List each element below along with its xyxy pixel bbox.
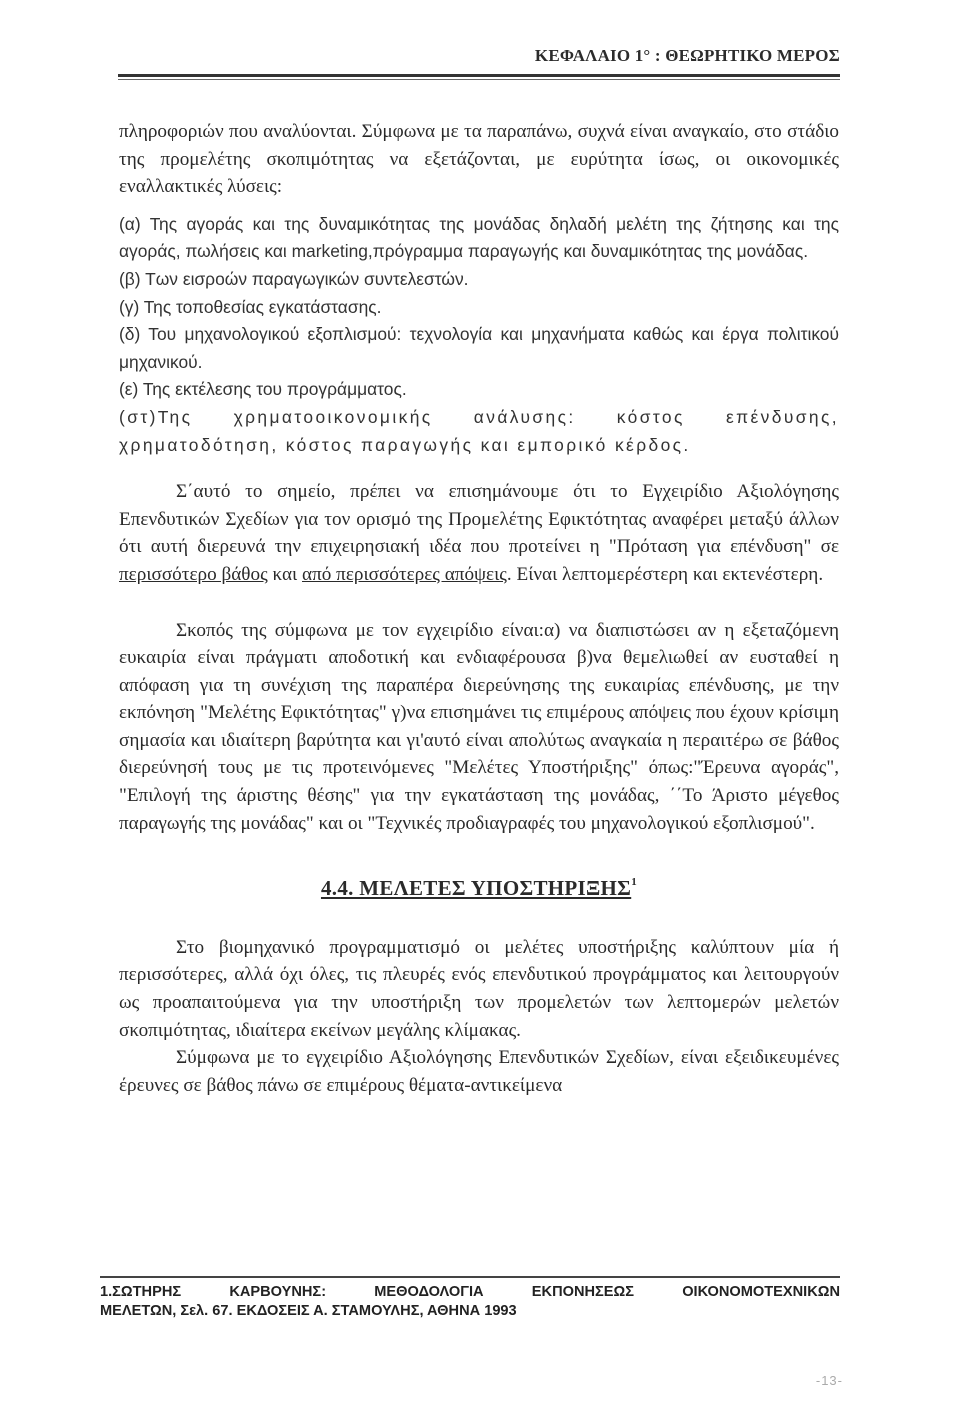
alternatives-list <box>119 211 839 459</box>
section-heading <box>119 869 839 903</box>
page-number: -13- <box>815 1373 843 1388</box>
industrial-paragraph: Στο βιομηχανικό προγραμματισμό οι μελέτες υποστήριξης καλύπτουν μία ή περισσότερες, αλλά όχι όλες, τις πλευρές ενός επενδυτικού προγράμματος και λειτουργούν ως προαπαιτούμενα για την υποστήριξη των προμελετών των λεπτομερών μελετών σκοπιμότητας, ιδιαίτερα εκείνων μεγάλης κλίμακας. <box>119 936 839 1041</box>
footnote-line-2: ΜΕΛΕΤΩΝ, Σελ. 67. ΕΚΔΟΣΕΙΣ Α. ΣΤΑΜΟΥΛΗΣ, ΑΘΗΝΑ 1993 <box>100 1303 517 1319</box>
handbook-text-3: . Είναι λεπτομερέστερη και εκτενέστερη. <box>506 563 824 585</box>
section-title: 4.4. ΜΕΛΕΤΕΣ ΥΠΟΣΤΗΡΙΞΗΣ <box>320 876 632 901</box>
body-text <box>119 118 839 1099</box>
running-header: ΚΕΦΑΛΑΙΟ 1° : ΘΕΩΡΗΤΙΚΟ ΜΕΡΟΣ <box>534 46 840 65</box>
handbook-text-2: και <box>267 563 303 585</box>
handbook-paragraph <box>119 478 839 588</box>
list-item-a: (α) Της αγοράς και της δυναμικότητας της μονάδας δηλαδή μελέτη της ζήτησης και της αγοράς, πωλήσεις και marketing,πρόγραμμα παραγωγής και δυναμικότητας της μονάδας. <box>119 213 839 262</box>
footnote-line-1: 1.ΣΩΤΗΡΗΣ ΚΑΡΒΟΥΝΗΣ: ΜΕΘΟΔΟΛΟΓΙΑ ΕΚΠΟΝΗΣΕΩΣ ΟΙΚΟΝΟΜΟΤΕΧΝΙΚΩΝ <box>100 1284 840 1300</box>
footnote-rule <box>100 1276 840 1278</box>
handbook-underline-2: από περισσότερες απόψεις <box>302 563 507 585</box>
header-rule <box>118 74 840 80</box>
purpose-paragraph: Σκοπός της σύμφωνα με τον εγχειρίδιο είναι:α) να διαπιστώσει αν η εξεταζόμενη ευκαιρία είναι πράγματι αποδοτική και ενδιαφέρουσα β)να θεμελιωθεί αν ευσταθεί η απόφαση για τη συνέχιση της παραπέρα διερεύνησης της ευκαιρίας επένδυσης, με την εκπόνηση "Μελέτης Εφικτότητας" γ)να επισημάνει τις επιμέρους απόψεις που έχουν κρίσιμη σημασία και ιδιαίτερη βαρύτητα και γι'αυτό είναι απολύτως αναγκαία η περαιτέρω σε βάθος διερεύνησή τους με τις προτεινόμενες "Μελέτες Υποστήριξης" όπως:"Έρευνα αγοράς", "Επιλογή της άριστης θέσης" για την εγκατάσταση της μονάδας, ΄΄Το Άριστο μέγεθος παραγωγής της μονάδας" και οι "Τεχνικές προδιαγραφές του μηχανολογικού εξοπλισμού". <box>119 619 839 834</box>
list-item-b: (β) Των εισροών παραγωγικών συντελεστών. <box>119 268 469 289</box>
specialized-paragraph: Σύμφωνα με τo εγχειρίδιο Αξιολόγησης Επενδυτικών Σχεδίων, είναι εξειδικευμένες έρευνες σε βάθος πάνω σε επιμέρους θέματα-αντικείμενα <box>119 1047 839 1096</box>
footnote-reference: 1 <box>631 876 638 889</box>
handbook-text-1: Σ΄αυτό το σημείο, πρέπει να επισημάνουμε ότι το Εγχειρίδιο Αξιολόγησης Επενδυτικών Σχεδίων για τον ορισμό της Προμελέτης Εφικτότητας αναφέρει μεταξύ άλλων ότι αυτή διερευνά την επιχειρησιακή ιδέα που προτείνει η "Πρόταση για επένδυση" σε <box>119 481 839 558</box>
list-item-c: (γ) Της τοποθεσίας εγκατάστασης. <box>119 296 382 317</box>
handbook-underline-1: περισσότερο βάθος <box>119 563 268 585</box>
intro-paragraph: πληροφοριών που αναλύονται. Σύμφωνα με τα παραπάνω, συχνά είναι αναγκαίο, στο στάδιο της προμελέτης σκοπιμότητας να εξετάζονται, με ευρύτητα ίσως, οι οικονομικές εναλλακτικές λύσεις: <box>119 121 839 198</box>
list-item-d: (δ) Του μηχανολογικού εξοπλισμού: τεχνολογία και μηχανήματα καθώς και έργα πολιτικού μηχανικού. <box>119 324 839 372</box>
list-item-e: (ε) Της εκτέλεσης του προγράμματος. <box>119 379 407 400</box>
list-item-st: (στ)Της χρηματοοικονομικής ανάλυσης: κόστος επένδυσης, χρηματοδότηση, κόστος παραγωγής και εμπορικό κέρδος. <box>119 406 839 455</box>
footnote <box>100 1283 840 1321</box>
